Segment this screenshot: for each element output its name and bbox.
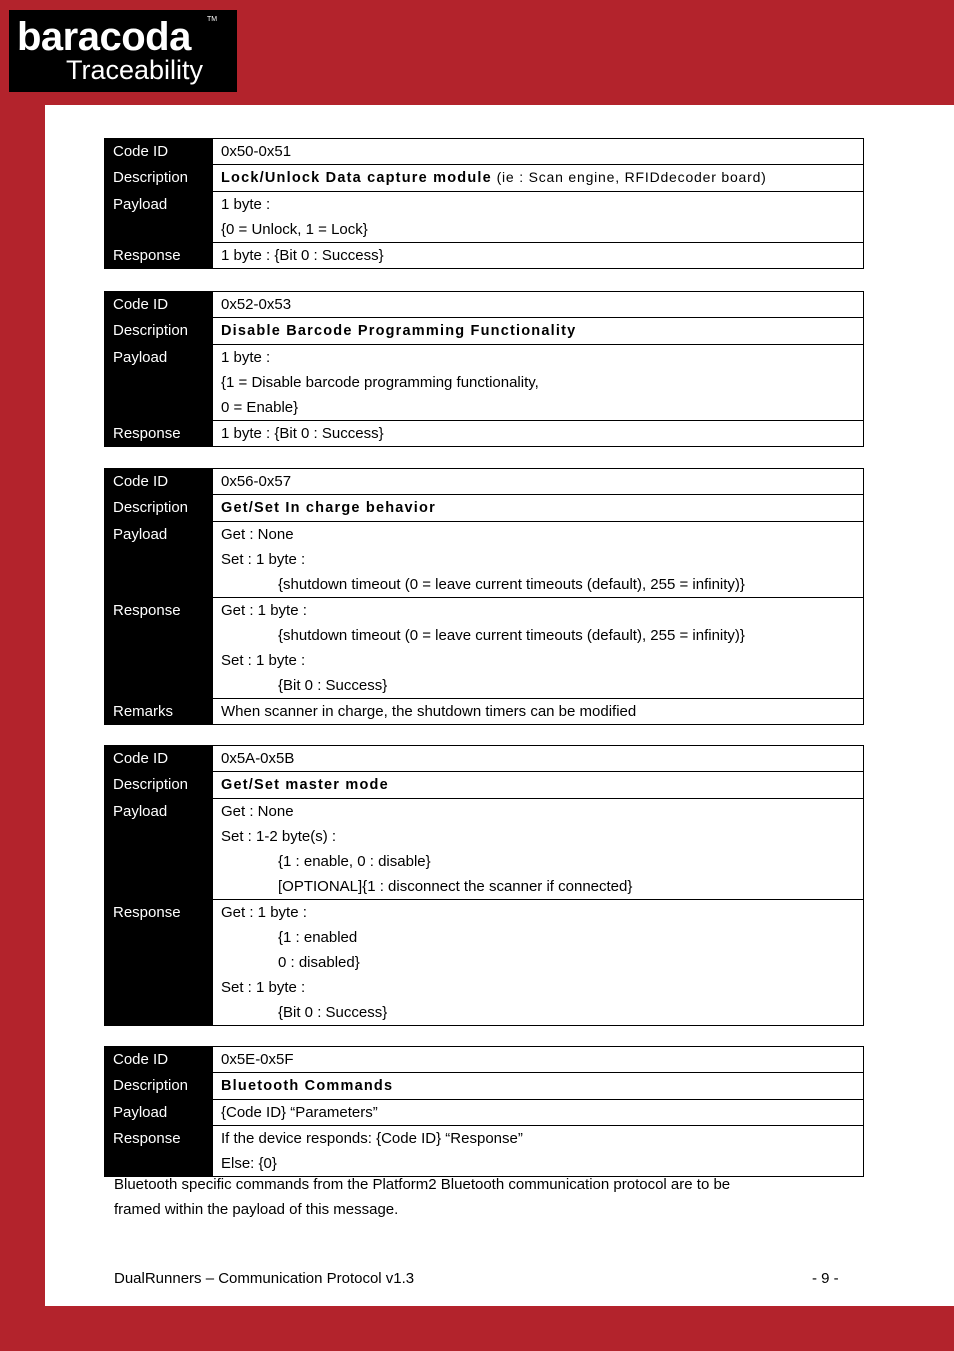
label-description: Description bbox=[105, 165, 213, 192]
command-table-in-charge bbox=[104, 468, 864, 725]
response-value: 1 byte : {Bit 0 : Success} bbox=[213, 421, 864, 447]
payload-line: {shutdown timeout (0 = leave current timeouts (default), 255 = infinity)} bbox=[278, 576, 745, 593]
command-table-master-mode bbox=[104, 745, 864, 1026]
label-description: Description bbox=[105, 772, 213, 799]
note-line: framed within the payload of this message. bbox=[114, 1201, 399, 1218]
label-description: Description bbox=[105, 495, 213, 522]
logo-subtitle: Traceability bbox=[66, 55, 204, 85]
payload-line: 1 byte : bbox=[221, 196, 271, 213]
label-response: Response bbox=[105, 421, 213, 447]
payload-line: Get : None bbox=[221, 803, 294, 820]
label-code-id: Code ID bbox=[105, 1047, 213, 1073]
response-value bbox=[213, 598, 864, 699]
response-line: 0 : disabled} bbox=[278, 954, 360, 971]
code-id-value: 0x5A-0x5B bbox=[213, 746, 864, 772]
label-payload: Payload bbox=[105, 522, 213, 598]
code-id-value: 0x50-0x51 bbox=[213, 139, 864, 165]
footer-page-number: - 9 - bbox=[812, 1270, 839, 1287]
payload-value bbox=[213, 345, 864, 421]
command-title: Disable Barcode Programming Functionality bbox=[221, 323, 577, 339]
description-value bbox=[213, 1073, 864, 1100]
response-line: Get : 1 byte : bbox=[221, 904, 307, 921]
payload-line: Set : 1-2 byte(s) : bbox=[221, 828, 337, 845]
logo-brand: baracoda bbox=[17, 15, 191, 59]
response-line: {1 : enabled bbox=[278, 929, 358, 946]
label-response: Response bbox=[105, 900, 213, 1026]
command-table-bluetooth bbox=[104, 1046, 864, 1177]
label-payload: Payload bbox=[105, 799, 213, 900]
command-title: Get/Set In charge behavior bbox=[221, 500, 436, 516]
label-description: Description bbox=[105, 318, 213, 345]
command-table-lock-unlock bbox=[104, 138, 864, 269]
response-line: Set : 1 byte : bbox=[221, 979, 306, 996]
label-code-id: Code ID bbox=[105, 292, 213, 318]
payload-line: 0 = Enable} bbox=[221, 399, 299, 416]
payload-line: 1 byte : bbox=[221, 349, 271, 366]
label-remarks: Remarks bbox=[105, 699, 213, 725]
label-response: Response bbox=[105, 243, 213, 269]
payload-line: {1 = Disable barcode programming functionality, bbox=[221, 374, 539, 391]
command-title-note: (ie : Scan engine, RFIDdecoder board) bbox=[491, 169, 767, 185]
code-id-value: 0x56-0x57 bbox=[213, 469, 864, 495]
payload-value bbox=[213, 799, 864, 900]
command-title: Bluetooth Commands bbox=[221, 1078, 394, 1094]
command-title: Get/Set master mode bbox=[221, 777, 389, 793]
response-line: Get : 1 byte : bbox=[221, 602, 307, 619]
label-response: Response bbox=[105, 598, 213, 699]
payload-value: {Code ID} “Parameters” bbox=[213, 1100, 864, 1126]
payload-line: Set : 1 byte : bbox=[221, 551, 306, 568]
note-line: Bluetooth specific commands from the Platform2 Bluetooth communication protocol are to be bbox=[114, 1176, 731, 1193]
response-line: {shutdown timeout (0 = leave current timeouts (default), 255 = infinity)} bbox=[278, 627, 745, 644]
response-line: {Bit 0 : Success} bbox=[278, 1004, 388, 1021]
response-value bbox=[213, 1126, 864, 1177]
payload-value bbox=[213, 192, 864, 243]
response-line: If the device responds: {Code ID} “Response” bbox=[221, 1130, 523, 1147]
response-line: Else: {0} bbox=[221, 1155, 277, 1172]
code-id-value: 0x52-0x53 bbox=[213, 292, 864, 318]
code-id-value: 0x5E-0x5F bbox=[213, 1047, 864, 1073]
footer-document-title: DualRunners – Communication Protocol v1.3 bbox=[114, 1270, 415, 1287]
bluetooth-note bbox=[114, 1172, 834, 1222]
command-table-disable-barcode bbox=[104, 291, 864, 447]
payload-line: {1 : enable, 0 : disable} bbox=[278, 853, 431, 870]
label-description: Description bbox=[105, 1073, 213, 1100]
label-payload: Payload bbox=[105, 345, 213, 421]
description-value bbox=[213, 772, 864, 799]
response-value bbox=[213, 900, 864, 1026]
description-value bbox=[213, 495, 864, 522]
command-title: Lock/Unlock Data capture module bbox=[221, 170, 492, 186]
logo-trademark: TM bbox=[207, 16, 218, 23]
baracoda-logo bbox=[9, 10, 237, 92]
label-payload: Payload bbox=[105, 1100, 213, 1126]
payload-value bbox=[213, 522, 864, 598]
label-code-id: Code ID bbox=[105, 746, 213, 772]
payload-line: Get : None bbox=[221, 526, 294, 543]
response-value: 1 byte : {Bit 0 : Success} bbox=[213, 243, 864, 269]
response-line: Set : 1 byte : bbox=[221, 652, 306, 669]
payload-line: [OPTIONAL]{1 : disconnect the scanner if connected} bbox=[278, 878, 633, 895]
label-payload: Payload bbox=[105, 192, 213, 243]
description-value bbox=[213, 165, 864, 192]
response-line: {Bit 0 : Success} bbox=[278, 677, 388, 694]
label-code-id: Code ID bbox=[105, 139, 213, 165]
description-value bbox=[213, 318, 864, 345]
label-response: Response bbox=[105, 1126, 213, 1177]
remarks-value: When scanner in charge, the shutdown timers can be modified bbox=[213, 699, 864, 725]
payload-line: {0 = Unlock, 1 = Lock} bbox=[221, 221, 368, 238]
label-code-id: Code ID bbox=[105, 469, 213, 495]
